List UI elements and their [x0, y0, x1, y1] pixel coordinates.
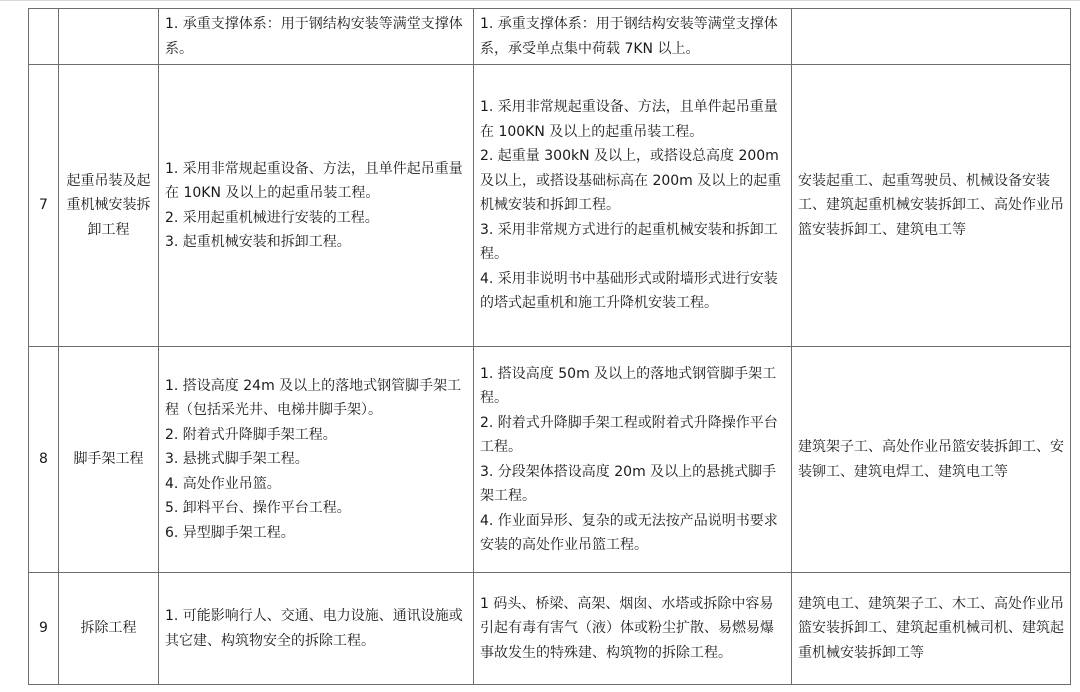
workers-cell: 建筑架子工、高处作业吊篮安装拆卸工、安装铆工、建筑电焊工、建筑电工等	[792, 347, 1071, 573]
scope-item: 2. 采用起重机械进行安装的工程。	[165, 209, 379, 226]
scope-item: 1. 搭设高度 50m 及以上的落地式钢管脚手架工程。	[480, 365, 777, 406]
general-scope-cell	[159, 9, 474, 65]
row-number: 7	[29, 65, 59, 347]
category-cell: 脚手架工程	[59, 347, 159, 573]
scope-item: 5. 卸料平台、操作平台工程。	[165, 500, 351, 517]
scope-item: 6. 异型脚手架工程。	[165, 524, 295, 541]
scope-item: 1. 采用非常规起重设备、方法，且单件起吊重量在 10KN 及以上的起重吊装工程。	[165, 160, 463, 201]
workers-cell: 建筑电工、建筑架子工、木工、高处作业吊篮安装拆卸工、建筑起重机械司机、建筑起重机械安装拆卸工等	[792, 573, 1071, 685]
scope-item: 2. 附着式升降脚手架工程或附着式升降操作平台工程。	[480, 414, 778, 455]
major-scope-cell	[474, 347, 792, 573]
scope-item: 1. 承重支撑体系：用于钢结构安装等满堂支撑体系，承受单点集中荷载 7KN 以上。	[480, 16, 778, 57]
scope-item: 3. 分段架体搭设高度 20m 及以上的悬挑式脚手架工程。	[480, 463, 777, 504]
major-scope-cell	[474, 65, 792, 347]
category-cell	[59, 9, 159, 65]
table-row	[29, 65, 1071, 347]
general-scope-cell	[159, 65, 474, 347]
scope-item: 4. 作业面异形、复杂的或无法按产品说明书要求安装的高处作业吊篮工程。	[480, 512, 778, 553]
workers-cell: 安装起重工、起重驾驶员、机械设备安装工、建筑起重机械安装拆卸工、高处作业吊篮安装拆卸工、建筑电工等	[792, 65, 1071, 347]
major-scope-cell	[474, 573, 792, 685]
page-top-rule	[0, 0, 1080, 1]
scope-item: 1. 搭设高度 24m 及以上的落地式钢管脚手架工程（包括采光井、电梯井脚手架）。	[165, 377, 462, 419]
construction-scope-table	[28, 8, 1071, 685]
scope-item: 1. 承重支撑体系：用于钢结构安装等满堂支撑体系。	[165, 16, 463, 57]
row-number: 9	[29, 573, 59, 685]
major-scope-cell	[474, 9, 792, 65]
table-row	[29, 9, 1071, 65]
category-cell: 起重吊装及起重机械安装拆卸工程	[59, 65, 159, 347]
row-number: 8	[29, 347, 59, 573]
general-scope-cell	[159, 347, 474, 573]
scope-item: 1 码头、桥梁、高架、烟囱、水塔或拆除中容易引起有毒有害气（液）体或粉尘扩散、易燃易爆事故发生的特殊建、构筑物的拆除工程。	[480, 595, 774, 661]
scope-item: 1. 采用非常规起重设备、方法，且单件起吊重量在 100KN 及以上的起重吊装工程。	[480, 99, 778, 140]
scope-item: 3. 悬挑式脚手架工程。	[165, 451, 309, 468]
scope-item: 2. 附着式升降脚手架工程。	[165, 426, 337, 443]
scope-item: 3. 起重机械安装和拆卸工程。	[165, 234, 351, 250]
table-row	[29, 347, 1071, 573]
general-scope-cell	[159, 573, 474, 685]
row-number	[29, 9, 59, 65]
scope-item: 3. 采用非常规方式进行的起重机械安装和拆卸工程。	[480, 221, 778, 263]
table-row	[29, 573, 1071, 685]
scope-item: 1. 可能影响行人、交通、电力设施、通讯设施或其它建、构筑物安全的拆除工程。	[165, 608, 463, 649]
category-cell: 拆除工程	[59, 573, 159, 685]
workers-cell	[792, 9, 1071, 65]
scope-item: 4. 高处作业吊篮。	[165, 475, 281, 492]
scope-item: 2. 起重量 300kN 及以上，或搭设总高度 200m 及以上，或搭设基础标高在 200m 及以上的起重机械安装和拆卸工程。	[480, 148, 782, 214]
scope-item: 4. 采用非说明书中基础形式或附墙形式进行安装的塔式起重机和施工升降机安装工程。	[480, 270, 778, 312]
